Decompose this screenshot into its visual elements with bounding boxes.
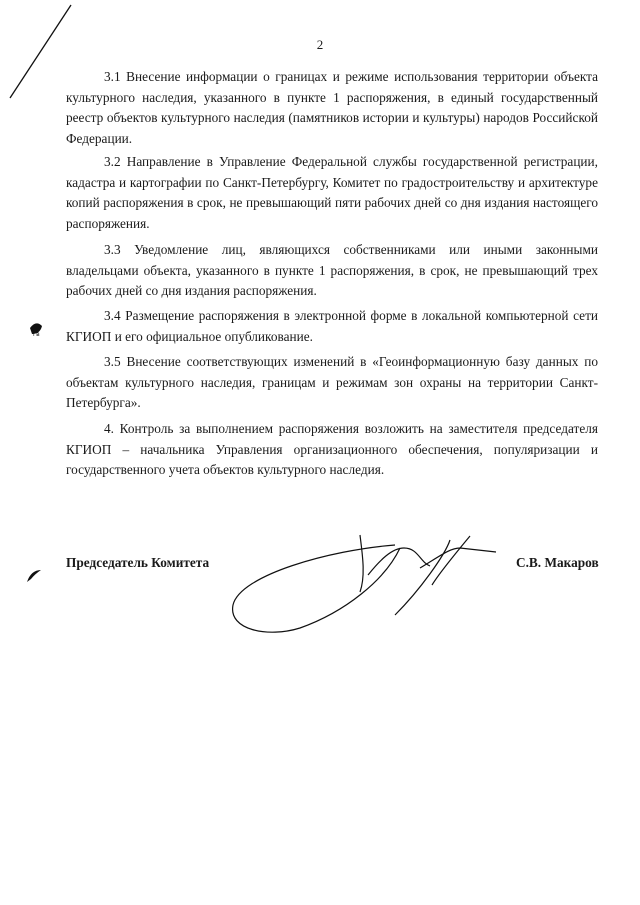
- paragraph-3-3: 3.3 Уведомление лиц, являющихся собственниками или иными законными владельцами объекта, указанного в пункте 1 распоряжения, в срок, не превышающий трех рабочих дней со дня издания распоряжения.: [66, 242, 598, 298]
- paragraph-4: 4. Контроль за выполнением распоряжения возложить на заместителя председателя КГИОП – начальника Управления организационного обеспечения, популяризации и государственного учета объектов культурного наследия.: [66, 421, 598, 477]
- margin-stamp-mark: [30, 323, 42, 338]
- svg-text:гв: гв: [33, 331, 40, 338]
- paragraph-3-2: 3.2 Направление в Управление Федеральной службы государственной регистрации, кадастра и картографии по Санкт-Петербургу, Комитет по градостроительству и архитектуре копий распоряжения в срок, не превышающий пяти рабочих дней со дня издания настоящего распоряжения.: [66, 154, 598, 231]
- signatory-name: С.В. Макаров: [516, 555, 599, 570]
- paragraph-3-1: 3.1 Внесение информации о границах и режиме использования территории объекта культурного наследия, указанного в пункте 1 распоряжения, в единый государственный реестр объектов культурного наследия (памятников истории и культуры) народов Российской Федерации.: [66, 69, 598, 146]
- paragraph-3-4: 3.4 Размещение распоряжения в электронной форме в локальной компьютерной сети КГИОП и его официальное опубликование.: [66, 308, 598, 344]
- paragraph-3-5: 3.5 Внесение соответствующих изменений в «Геоинформационную базу данных по объектам культурного наследия, границам и режимам зон охраны на территории Санкт-Петербурга».: [66, 354, 598, 410]
- margin-scan-mark: [27, 570, 41, 582]
- page-number: 2: [316, 37, 324, 52]
- signatory-title: Председатель Комитета: [66, 555, 210, 570]
- handwritten-signature: [233, 535, 496, 632]
